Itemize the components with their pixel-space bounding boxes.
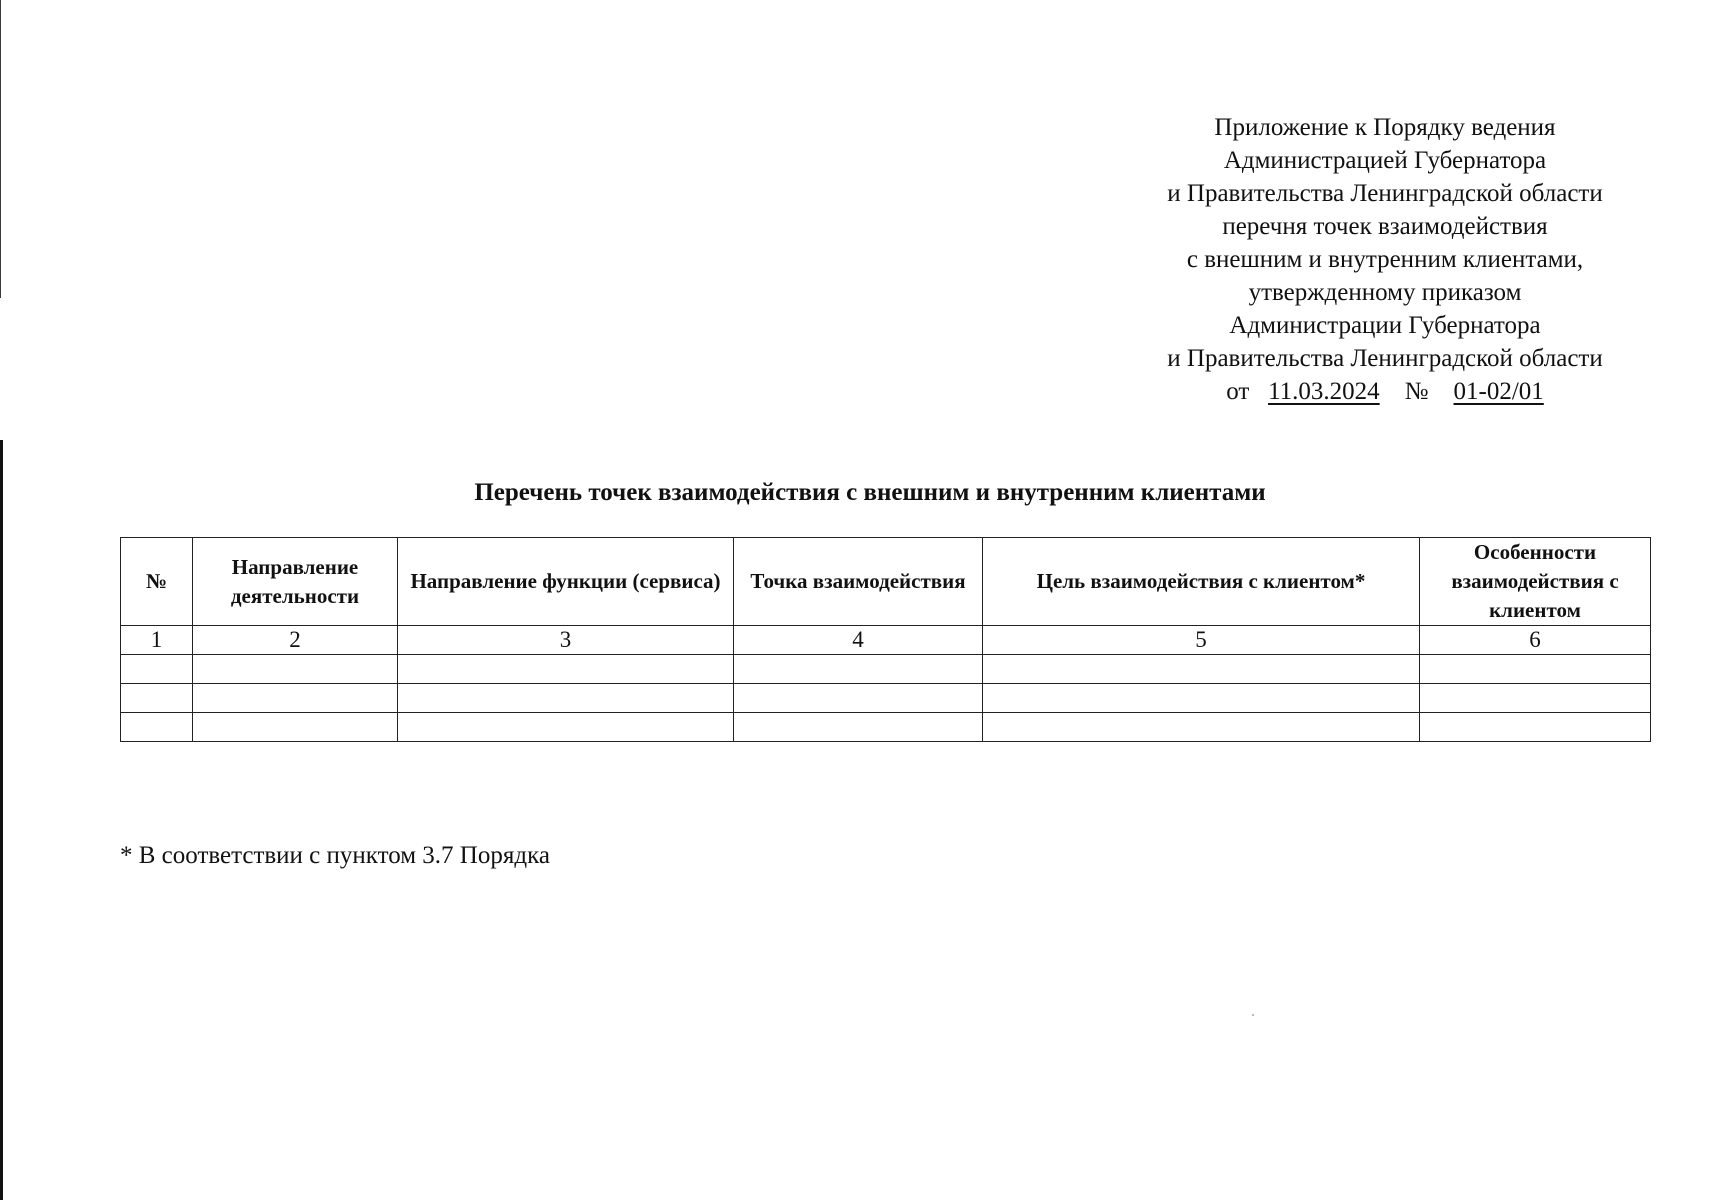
scan-edge-line (0, 440, 3, 1200)
approval-line: Администрацией Губернатора (1223, 147, 1547, 174)
table-cell (734, 655, 983, 684)
header-cell-activity-direction: Направление деятельности (193, 538, 398, 626)
approval-line: и Правительства Ленинградской области (1167, 345, 1603, 372)
table-cell (121, 684, 193, 713)
scan-speck (1252, 1014, 1254, 1016)
approval-block (1040, 111, 1716, 408)
table-cell (398, 713, 734, 742)
table-row (121, 655, 1651, 684)
scan-edge-line (0, 0, 1, 298)
column-number-cell: 4 (734, 626, 983, 655)
table-cell (734, 684, 983, 713)
approval-line: Администрации Губернатора (1229, 312, 1541, 339)
header-cell-interaction-features: Особенности взаимодействия с клиентом (1420, 538, 1651, 626)
table-cell (983, 684, 1420, 713)
header-cell-interaction-point: Точка взаимодействия (734, 538, 983, 626)
table-cell (734, 713, 983, 742)
approval-line: с внешним и внутренним клиентами, (1186, 246, 1584, 273)
table-cell (983, 655, 1420, 684)
approval-line: утвержденному приказом (1248, 279, 1522, 306)
table-cell (398, 655, 734, 684)
table-cell (398, 684, 734, 713)
header-cell-number: № (121, 538, 193, 626)
order-number: 01-02/01 (1453, 378, 1544, 405)
table-cell (193, 684, 398, 713)
interaction-points-table (120, 537, 1651, 742)
footnote: * В соответствии с пунктом 3.7 Порядка (120, 842, 550, 869)
approval-date-line (1040, 375, 1716, 408)
document-title: Перечень точек взаимодействия с внешним и внутренним клиентами (474, 479, 1266, 506)
column-number-cell: 6 (1420, 626, 1651, 655)
approval-line: и Правительства Ленинградской области (1167, 180, 1603, 207)
header-cell-function-direction: Направление функции (сервиса) (398, 538, 734, 626)
column-number-row (121, 626, 1651, 655)
order-date: 11.03.2024 (1268, 378, 1380, 405)
column-number-cell: 5 (983, 626, 1420, 655)
header-cell-interaction-goal: Цель взаимодействия с клиентом* (983, 538, 1420, 626)
column-number-cell: 1 (121, 626, 193, 655)
approval-line: Приложение к Порядку ведения (1214, 114, 1556, 141)
table-cell (1420, 713, 1651, 742)
table-cell (983, 713, 1420, 742)
number-sign: № (1404, 378, 1429, 405)
table-row (121, 684, 1651, 713)
table-cell (1420, 684, 1651, 713)
column-number-cell: 3 (398, 626, 734, 655)
date-prefix: от (1226, 378, 1250, 405)
table-cell (193, 655, 398, 684)
column-number-cell: 2 (193, 626, 398, 655)
table-cell (1420, 655, 1651, 684)
table-cell (193, 713, 398, 742)
table-header-row (121, 538, 1651, 626)
table-cell (121, 655, 193, 684)
approval-line: перечня точек взаимодействия (1222, 213, 1548, 240)
table-row (121, 713, 1651, 742)
table-cell (121, 713, 193, 742)
